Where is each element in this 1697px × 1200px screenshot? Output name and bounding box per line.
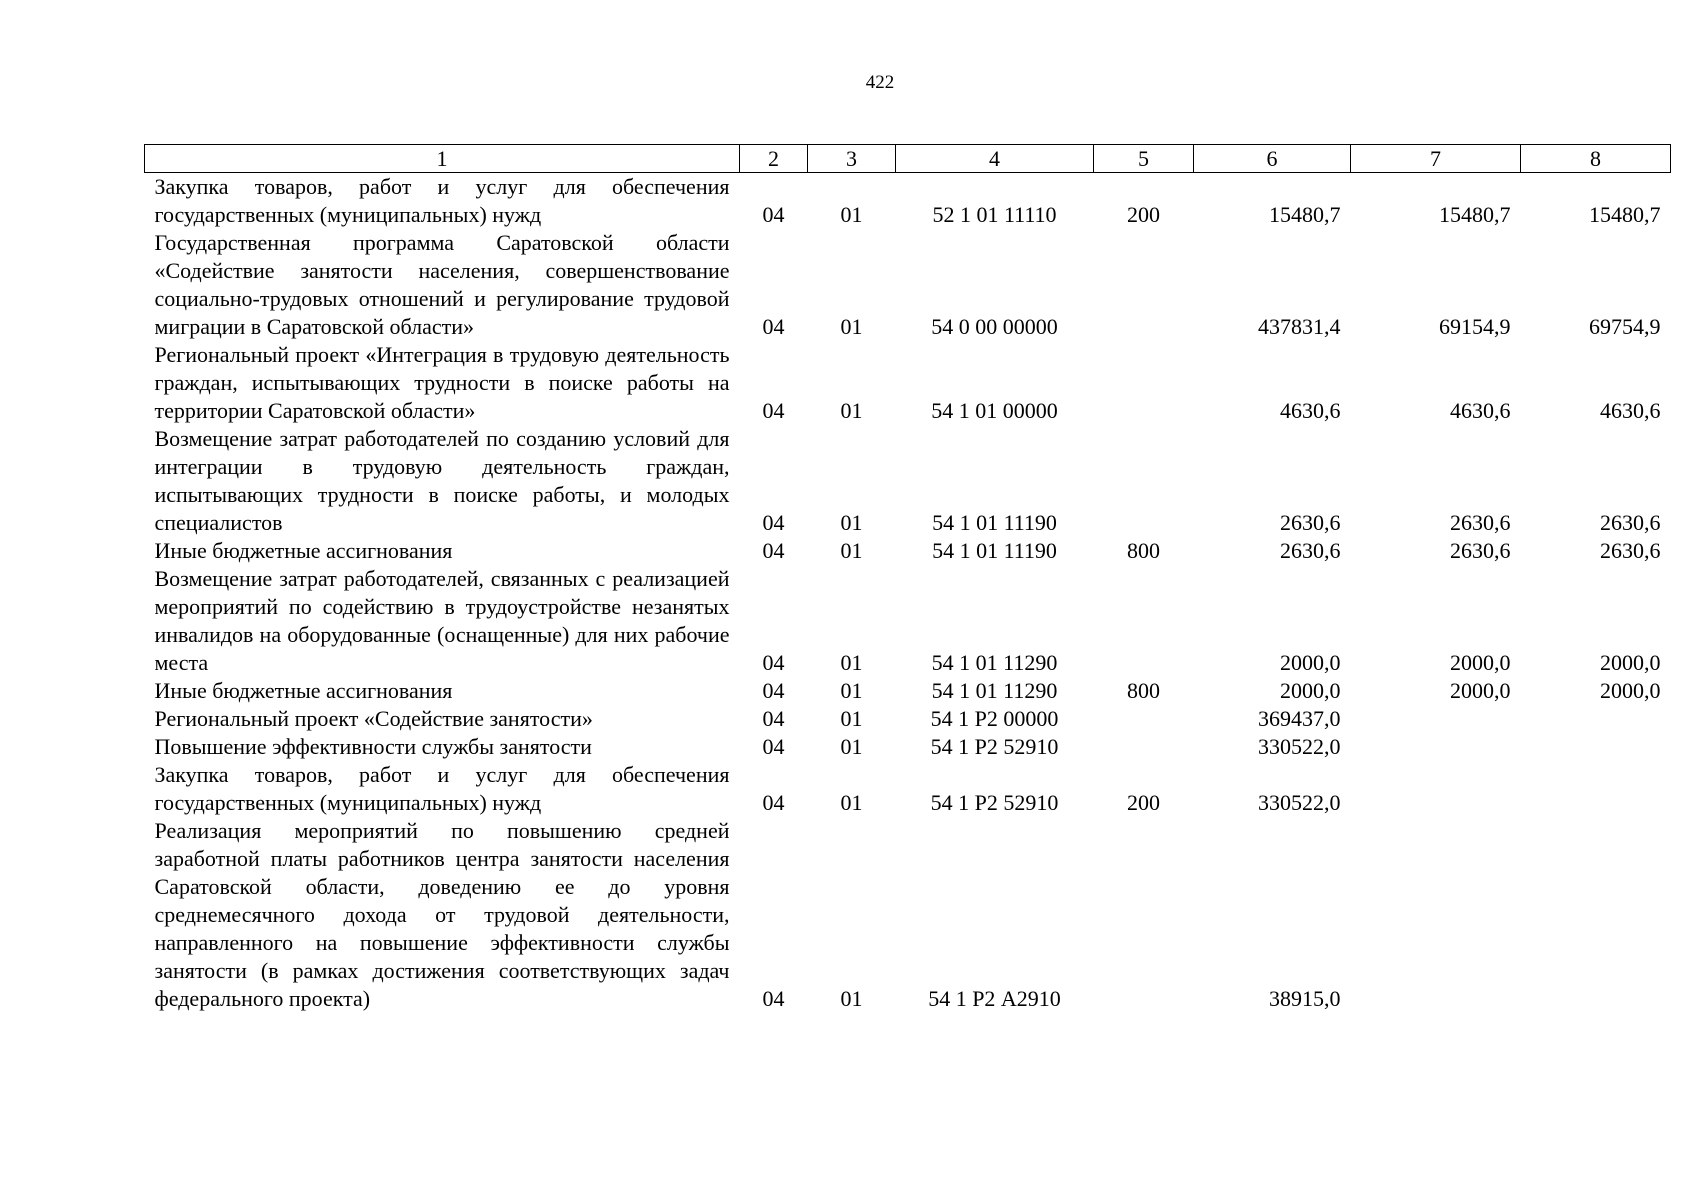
section-code-cell: 04 — [762, 986, 785, 1011]
amount-1-cell: 38915,0 — [1269, 986, 1341, 1011]
section-code-cell: 04 — [762, 314, 785, 339]
row-name-cell: Повышение эффективности службы занятости — [154, 734, 592, 759]
amount-3-cell: 15480,7 — [1589, 202, 1661, 227]
column-header-expense-type: 5 — [1094, 145, 1194, 173]
subsection-code-cell: 01 — [840, 510, 863, 535]
target-article-cell: 54 1 Р2 52910 — [930, 790, 1059, 815]
amount-3-cell — [1521, 733, 1671, 761]
amount-2-cell: 15480,7 — [1439, 202, 1511, 227]
column-header-amount-3: 8 — [1521, 145, 1671, 173]
amount-3-cell — [1521, 705, 1671, 733]
section-code-cell: 04 — [762, 650, 785, 675]
row-name-cell: Закупка товаров, работ и услуг для обеспечения государственных (муниципальных) нужд — [154, 762, 730, 815]
target-article-cell: 54 1 Р2 00000 — [930, 706, 1059, 731]
target-article-cell: 54 1 Р2 А2910 — [928, 986, 1061, 1011]
table-row — [145, 677, 1671, 705]
amount-2-cell — [1351, 817, 1521, 1013]
column-header-subsection: 3 — [808, 145, 896, 173]
amount-3-cell — [1521, 817, 1671, 1013]
table-row — [145, 425, 1671, 537]
expense-type-cell — [1094, 705, 1194, 733]
page-number: 422 — [865, 72, 895, 93]
table-row — [145, 733, 1671, 761]
column-header-section: 2 — [740, 145, 808, 173]
target-article-cell: 54 1 01 11290 — [931, 650, 1058, 675]
expense-type-cell — [1094, 733, 1194, 761]
amount-1-cell: 2000,0 — [1280, 678, 1341, 703]
budget-table — [144, 144, 1671, 1013]
table-row — [145, 817, 1671, 1013]
amount-1-cell: 369437,0 — [1258, 706, 1341, 731]
target-article-cell: 54 1 01 11290 — [931, 678, 1058, 703]
header-row — [145, 145, 1671, 173]
subsection-code-cell: 01 — [840, 650, 863, 675]
amount-2-cell — [1351, 705, 1521, 733]
amount-1-cell: 4630,6 — [1280, 398, 1341, 423]
subsection-code-cell: 01 — [840, 398, 863, 423]
table-row — [145, 341, 1671, 425]
amount-2-cell — [1351, 733, 1521, 761]
section-code-cell: 04 — [762, 510, 785, 535]
amount-2-cell: 69154,9 — [1439, 314, 1511, 339]
table-body — [145, 173, 1671, 1014]
amount-2-cell: 2000,0 — [1450, 678, 1511, 703]
column-header-name: 1 — [145, 145, 740, 173]
subsection-code-cell: 01 — [840, 790, 863, 815]
target-article-cell: 54 1 01 11190 — [932, 538, 1057, 563]
expense-type-cell: 200 — [1127, 790, 1160, 815]
table-row — [145, 761, 1671, 817]
table-row — [145, 229, 1671, 341]
amount-3-cell: 2630,6 — [1600, 510, 1661, 535]
column-header-amount-2: 7 — [1351, 145, 1521, 173]
row-name-cell: Возмещение затрат работодателей по созданию условий для интеграции в трудовую деятельность граждан, испытывающих трудности в поиске работы, и молодых специалистов — [154, 426, 730, 535]
table-row — [145, 705, 1671, 733]
section-code-cell: 04 — [762, 790, 785, 815]
section-code-cell: 04 — [762, 706, 785, 731]
row-name-cell: Иные бюджетные ассигнования — [154, 678, 453, 703]
amount-3-cell: 2000,0 — [1600, 650, 1661, 675]
row-name-cell: Реализация мероприятий по повышению средней заработной платы работников центра занятости населения Саратовской области, доведению ее до уровня среднемесячного дохода от трудовой деятельности, направленного на повышение эффективности службы занятости (в рамках достижения соответствующих задач федерального проекта) — [154, 818, 730, 1011]
table-row — [145, 537, 1671, 565]
amount-3-cell: 2630,6 — [1600, 538, 1661, 563]
table-row — [145, 173, 1671, 230]
table-header — [145, 145, 1671, 173]
row-name-cell: Региональный проект «Интеграция в трудовую деятельность граждан, испытывающих трудности в поиске работы на территории Саратовской области» — [154, 342, 730, 423]
amount-1-cell: 2630,6 — [1280, 510, 1341, 535]
subsection-code-cell: 01 — [840, 314, 863, 339]
amount-3-cell: 69754,9 — [1589, 314, 1661, 339]
amount-1-cell: 330522,0 — [1258, 790, 1341, 815]
amount-1-cell: 2630,6 — [1280, 538, 1341, 563]
target-article-cell: 52 1 01 11110 — [932, 202, 1057, 227]
target-article-cell: 54 1 Р2 52910 — [930, 734, 1059, 759]
subsection-code-cell: 01 — [840, 538, 863, 563]
expense-type-cell — [1094, 229, 1194, 341]
amount-3-cell: 2000,0 — [1600, 678, 1661, 703]
section-code-cell: 04 — [762, 398, 785, 423]
table-row — [145, 565, 1671, 677]
amount-1-cell: 15480,7 — [1269, 202, 1341, 227]
expense-type-cell — [1094, 425, 1194, 537]
subsection-code-cell: 01 — [840, 706, 863, 731]
target-article-cell: 54 1 01 11190 — [932, 510, 1057, 535]
section-code-cell: 04 — [762, 538, 785, 563]
amount-2-cell: 4630,6 — [1450, 398, 1511, 423]
expense-type-cell: 200 — [1127, 202, 1160, 227]
amount-1-cell: 437831,4 — [1258, 314, 1341, 339]
subsection-code-cell: 01 — [840, 202, 863, 227]
row-name-cell: Иные бюджетные ассигнования — [154, 538, 453, 563]
row-name-cell: Государственная программа Саратовской области «Содействие занятости населения, совершенствование социально-трудовых отношений и регулирование трудовой миграции в Саратовской области» — [154, 230, 730, 339]
amount-1-cell: 330522,0 — [1258, 734, 1341, 759]
amount-1-cell: 2000,0 — [1280, 650, 1341, 675]
amount-2-cell: 2630,6 — [1450, 538, 1511, 563]
target-article-cell: 54 0 00 00000 — [931, 314, 1058, 339]
row-name-cell: Региональный проект «Содействие занятости» — [154, 706, 593, 731]
column-header-target-article: 4 — [896, 145, 1094, 173]
section-code-cell: 04 — [762, 734, 785, 759]
expense-type-cell — [1094, 565, 1194, 677]
subsection-code-cell: 01 — [840, 986, 863, 1011]
section-code-cell: 04 — [762, 202, 785, 227]
column-header-amount-1: 6 — [1194, 145, 1351, 173]
expense-type-cell — [1094, 817, 1194, 1013]
row-name-cell: Возмещение затрат работодателей, связанных с реализацией мероприятий по содействию в трудоустройстве незанятых инвалидов на оборудованные (оснащенные) для них рабочие места — [154, 566, 730, 675]
subsection-code-cell: 01 — [840, 678, 863, 703]
section-code-cell: 04 — [762, 678, 785, 703]
amount-3-cell — [1521, 761, 1671, 817]
subsection-code-cell: 01 — [840, 734, 863, 759]
row-name-cell: Закупка товаров, работ и услуг для обеспечения государственных (муниципальных) нужд — [154, 174, 730, 227]
amount-2-cell: 2000,0 — [1450, 650, 1511, 675]
expense-type-cell: 800 — [1127, 538, 1160, 563]
amount-2-cell — [1351, 761, 1521, 817]
expense-type-cell — [1094, 341, 1194, 425]
amount-3-cell: 4630,6 — [1600, 398, 1661, 423]
target-article-cell: 54 1 01 00000 — [931, 398, 1058, 423]
expense-type-cell: 800 — [1127, 678, 1160, 703]
amount-2-cell: 2630,6 — [1450, 510, 1511, 535]
